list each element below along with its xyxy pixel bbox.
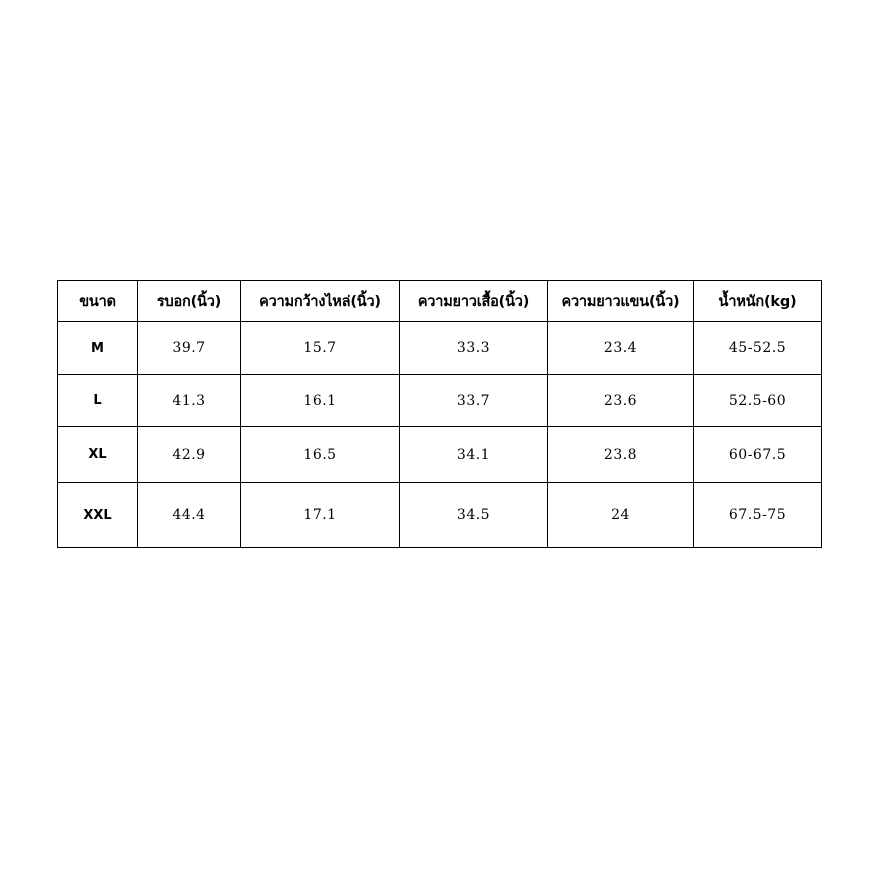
sleeve-cell: 24 [548, 483, 694, 548]
table-row [58, 483, 822, 548]
chest-cell: 41.3 [138, 375, 241, 427]
header-size: ขนาด [58, 281, 138, 322]
header-sleeve-length: ความยาวแขน(นิ้ว) [548, 281, 694, 322]
weight-cell: 60-67.5 [694, 427, 822, 483]
length-cell: 33.7 [400, 375, 548, 427]
table-row [58, 427, 822, 483]
size-chart-table [57, 280, 822, 548]
sleeve-cell: 23.4 [548, 322, 694, 375]
weight-cell: 67.5-75 [694, 483, 822, 548]
header-weight: น้ำหนัก(kg) [694, 281, 822, 322]
shoulder-cell: 17.1 [241, 483, 400, 548]
header-shirt-length: ความยาวเสื้อ(นิ้ว) [400, 281, 548, 322]
shoulder-cell: 16.1 [241, 375, 400, 427]
length-cell: 34.1 [400, 427, 548, 483]
sleeve-cell: 23.8 [548, 427, 694, 483]
chest-cell: 44.4 [138, 483, 241, 548]
weight-cell: 45-52.5 [694, 322, 822, 375]
shoulder-cell: 16.5 [241, 427, 400, 483]
length-cell: 34.5 [400, 483, 548, 548]
length-cell: 33.3 [400, 322, 548, 375]
table-row [58, 322, 822, 375]
size-cell: L [58, 375, 138, 427]
sleeve-cell: 23.6 [548, 375, 694, 427]
size-cell: M [58, 322, 138, 375]
chest-cell: 42.9 [138, 427, 241, 483]
size-cell: XXL [58, 483, 138, 548]
header-shoulder-width: ความกว้างไหล่(นิ้ว) [241, 281, 400, 322]
weight-cell: 52.5-60 [694, 375, 822, 427]
header-chest: รบอก(นิ้ว) [138, 281, 241, 322]
size-cell: XL [58, 427, 138, 483]
shoulder-cell: 15.7 [241, 322, 400, 375]
chest-cell: 39.7 [138, 322, 241, 375]
table-row [58, 375, 822, 427]
header-row [58, 281, 822, 322]
